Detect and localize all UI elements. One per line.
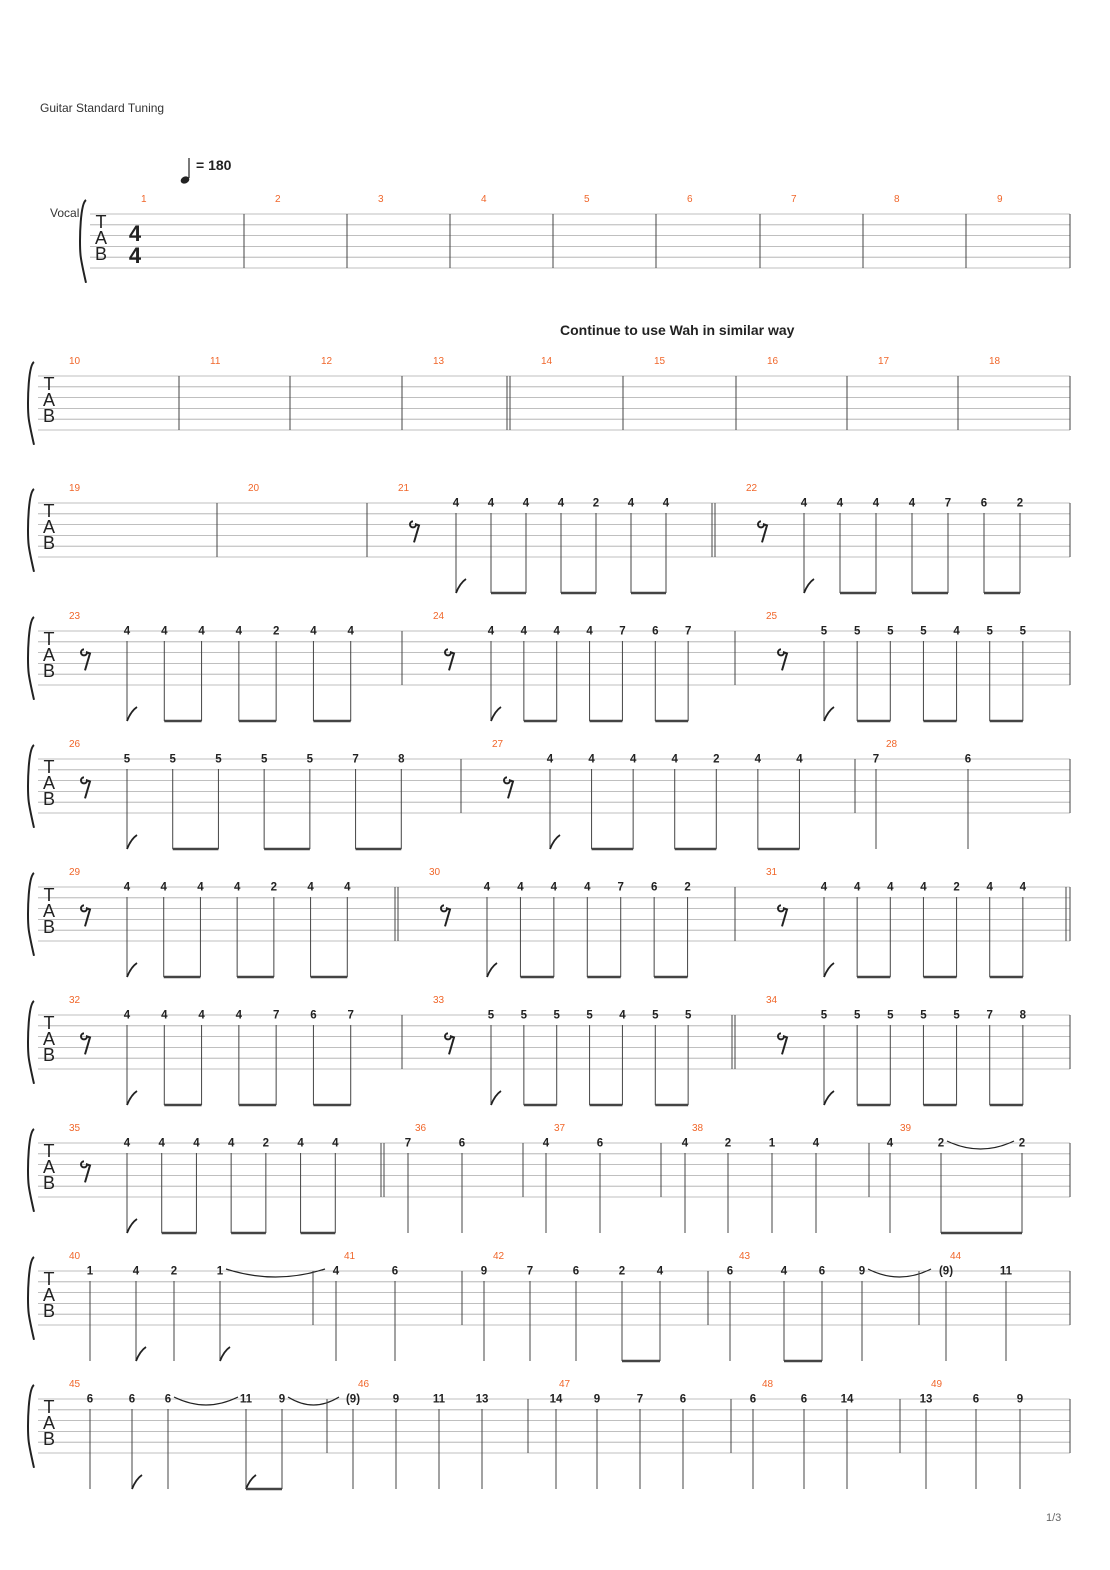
note-flag: [456, 579, 466, 593]
tab-clef-letter: T: [43, 501, 55, 521]
fret-number: 7: [944, 497, 952, 510]
fret-number: 9: [480, 1265, 488, 1278]
fret-number: 4: [227, 1137, 235, 1150]
fret-number: 5: [553, 1009, 560, 1022]
fret-number: 4: [986, 881, 993, 894]
tab-system: [28, 1379, 1070, 1489]
fret-number: 2: [1016, 497, 1024, 510]
tab-clef-letter: T: [43, 885, 55, 905]
measure-number: 3: [378, 194, 384, 205]
fret-number: 4: [1019, 881, 1027, 894]
fret-number: 1: [768, 1137, 776, 1150]
tab-clef-letter: T: [43, 1269, 55, 1289]
measure-number: 8: [894, 194, 900, 205]
fret-number: (9): [345, 1393, 361, 1406]
fret-number: 4: [198, 1009, 205, 1022]
note-flag: [804, 579, 814, 593]
measure-number: 23: [69, 611, 81, 622]
fret-number: 5: [953, 1009, 960, 1022]
tab-clef-letter: A: [42, 773, 56, 793]
tab-clef-letter: T: [43, 629, 55, 649]
measure-number: 5: [584, 194, 590, 205]
measure-number: 28: [886, 739, 898, 750]
fret-number: 4: [307, 881, 314, 894]
measure-number: 30: [429, 867, 441, 878]
tab-clef-letter: T: [43, 1013, 55, 1033]
system-brace: [28, 617, 34, 700]
fret-number: 14: [549, 1393, 563, 1406]
measure-number: 1: [141, 194, 147, 205]
tab-clef-letter: A: [42, 1157, 56, 1177]
fret-number: 4: [853, 881, 861, 894]
measure-number: 20: [248, 483, 260, 494]
measure-number: 49: [931, 1379, 943, 1390]
note-flag: [487, 963, 497, 977]
fret-number: 4: [557, 497, 565, 510]
fret-number: 4: [487, 625, 495, 638]
tab-clef-letter: B: [42, 1173, 56, 1193]
fret-number: 11: [239, 1393, 253, 1406]
fret-number: 4: [198, 625, 205, 638]
tab-clef-letter: B: [42, 1429, 56, 1449]
fret-number: 4: [920, 881, 927, 894]
fret-number: 4: [553, 625, 560, 638]
tab-clef-letter: A: [42, 1029, 56, 1049]
fret-number: 4: [487, 497, 495, 510]
measure-number: 42: [493, 1251, 505, 1262]
fret-number: 4: [344, 881, 351, 894]
measure-number: 9: [997, 194, 1003, 205]
fret-number: 5: [123, 753, 131, 766]
fret-number: 7: [404, 1137, 412, 1150]
fret-number: 4: [123, 625, 131, 638]
tab-system: [28, 1251, 1070, 1361]
fret-number: 4: [588, 753, 595, 766]
measure-number: 39: [900, 1123, 912, 1134]
fret-number: 4: [542, 1137, 550, 1150]
tab-system: [28, 356, 1070, 445]
fret-number: 4: [800, 497, 808, 510]
tab-clef-letter: A: [42, 645, 56, 665]
fret-number: 9: [593, 1393, 601, 1406]
fret-number: 6: [818, 1265, 826, 1278]
fret-number: 4: [586, 625, 593, 638]
note-flag: [491, 1091, 501, 1105]
fret-number: 6: [128, 1393, 136, 1406]
measure-number: 38: [692, 1123, 704, 1134]
measure-number: 46: [358, 1379, 370, 1390]
tie: [947, 1141, 1014, 1149]
tab-clef-letter: T: [43, 374, 55, 394]
tab-system: [28, 1123, 1070, 1233]
fret-number: 4: [671, 753, 678, 766]
system-brace: [28, 1257, 34, 1340]
note-flag: [127, 1219, 137, 1233]
fret-number: 4: [347, 625, 354, 638]
note-flag: [824, 963, 834, 977]
note-flag: [220, 1347, 230, 1361]
tab-clef-letter: A: [42, 390, 56, 410]
fret-number: 4: [836, 497, 844, 510]
text-direction: Continue to use Wah in similar way: [560, 322, 795, 338]
tie: [226, 1269, 325, 1277]
measure-number: 35: [69, 1123, 81, 1134]
system-brace: [28, 1001, 34, 1084]
system-brace: [28, 873, 34, 956]
fret-number: 5: [887, 625, 894, 638]
tab-clef-letter: T: [43, 1397, 55, 1417]
fret-number: 13: [475, 1393, 489, 1406]
fret-number: 2: [684, 881, 691, 894]
tab-clef-letter: T: [43, 1141, 55, 1161]
measure-number: 19: [69, 483, 81, 494]
tab-clef-letter: T: [43, 757, 55, 777]
fret-number: 4: [872, 497, 880, 510]
fret-number: 4: [522, 497, 530, 510]
fret-number: 4: [629, 753, 637, 766]
fret-number: 5: [487, 1009, 495, 1022]
system-brace: [28, 745, 34, 828]
measure-number: 17: [878, 356, 890, 367]
fret-number: 2: [724, 1137, 732, 1150]
fret-number: 4: [235, 1009, 243, 1022]
fret-number: 5: [820, 625, 828, 638]
measure-number: 48: [762, 1379, 774, 1390]
fret-number: 6: [964, 753, 972, 766]
tab-clef-letter: B: [42, 406, 56, 426]
fret-number: 7: [619, 625, 626, 638]
note-flag: [824, 1091, 834, 1105]
tab-system: [28, 611, 1070, 721]
tab-clef-letter: A: [42, 1285, 56, 1305]
instrument-name: Vocal: [50, 206, 80, 220]
measure-number: 33: [433, 995, 445, 1006]
fret-number: 7: [347, 1009, 354, 1022]
fret-number: 5: [306, 753, 314, 766]
fret-number: 5: [853, 1009, 861, 1022]
tempo-marking: = 180: [196, 157, 232, 173]
fret-number: 5: [652, 1009, 659, 1022]
measure-number: 40: [69, 1251, 81, 1262]
tab-system: [28, 739, 1070, 849]
system-brace: [28, 1129, 34, 1212]
measure-number: 47: [559, 1379, 571, 1390]
fret-number: 4: [619, 1009, 626, 1022]
fret-number: 5: [520, 1009, 528, 1022]
measure-number: 25: [766, 611, 778, 622]
fret-number: 4: [550, 881, 558, 894]
measure-number: 44: [950, 1251, 962, 1262]
tab-clef-letter: A: [42, 1413, 56, 1433]
system-brace: [28, 1385, 34, 1468]
fret-number: 14: [840, 1393, 854, 1406]
tie: [868, 1269, 931, 1277]
fret-number: 4: [123, 1137, 131, 1150]
fret-number: 1: [216, 1265, 224, 1278]
tab-clef-letter: B: [42, 917, 56, 937]
fret-number: 4: [546, 753, 554, 766]
note-flag: [127, 707, 137, 721]
fret-number: 5: [853, 625, 861, 638]
fret-number: 4: [332, 1265, 340, 1278]
fret-number: 7: [617, 881, 624, 894]
fret-number: 4: [310, 625, 317, 638]
fret-number: 7: [636, 1393, 644, 1406]
measure-number: 21: [398, 483, 410, 494]
measure-number: 11: [210, 356, 221, 367]
measure-number: 12: [321, 356, 333, 367]
tab-system: [28, 867, 1070, 977]
tab-system: [28, 483, 1070, 593]
fret-number: 7: [352, 753, 359, 766]
tie: [288, 1397, 339, 1405]
system-brace: [28, 489, 34, 572]
fret-number: 4: [517, 881, 524, 894]
note-flag: [127, 963, 137, 977]
fret-number: 4: [123, 1009, 131, 1022]
fret-number: 5: [887, 1009, 894, 1022]
fret-number: 2: [937, 1137, 945, 1150]
fret-number: 5: [920, 625, 927, 638]
fret-number: 4: [158, 1137, 165, 1150]
system-brace: [28, 362, 34, 445]
fret-number: 4: [123, 881, 131, 894]
fret-number: 6: [749, 1393, 757, 1406]
fret-number: 4: [233, 881, 241, 894]
fret-number: 4: [520, 625, 528, 638]
fret-number: 7: [986, 1009, 993, 1022]
tab-clef-letter: T: [95, 212, 107, 232]
fret-number: 5: [920, 1009, 927, 1022]
note-flag: [824, 707, 834, 721]
fret-number: 4: [132, 1265, 140, 1278]
fret-number: 4: [780, 1265, 788, 1278]
fret-number: 7: [526, 1265, 534, 1278]
fret-number: 4: [483, 881, 491, 894]
fret-number: 4: [297, 1137, 304, 1150]
fret-number: 1: [86, 1265, 94, 1278]
fret-number: 4: [681, 1137, 689, 1150]
fret-number: 5: [986, 625, 993, 638]
tab-clef-letter: A: [42, 901, 56, 921]
time-signature-top: 4: [128, 221, 142, 246]
tab-clef-letter: A: [42, 517, 56, 537]
measure-number: 22: [746, 483, 758, 494]
fret-number: 4: [332, 1137, 339, 1150]
tab-clef-letter: B: [42, 1045, 56, 1065]
fret-number: 8: [398, 753, 405, 766]
measure-number: 32: [69, 995, 81, 1006]
fret-number: 7: [272, 1009, 280, 1022]
note-flag: [550, 835, 560, 849]
fret-number: 4: [953, 625, 960, 638]
measure-number: 34: [766, 995, 778, 1006]
fret-number: 4: [452, 497, 460, 510]
fret-number: 6: [650, 881, 658, 894]
tab-system: [80, 194, 1070, 283]
fret-number: 6: [86, 1393, 94, 1406]
fret-number: 4: [886, 1137, 894, 1150]
fret-number: 5: [684, 1009, 692, 1022]
time-signature-bottom: 4: [128, 243, 142, 268]
tuning-label: Guitar Standard Tuning: [40, 101, 165, 115]
fret-number: 4: [235, 625, 243, 638]
fret-number: 2: [272, 625, 280, 638]
note-flag: [491, 707, 501, 721]
fret-number: 4: [662, 497, 670, 510]
fret-number: 4: [887, 881, 894, 894]
tab-clef-letter: B: [42, 1301, 56, 1321]
fret-number: 4: [754, 753, 762, 766]
fret-number: 9: [392, 1393, 400, 1406]
fret-number: 4: [627, 497, 635, 510]
measure-number: 27: [492, 739, 504, 750]
measure-number: 36: [415, 1123, 427, 1134]
fret-number: 4: [161, 625, 168, 638]
page-number: 1/3: [1046, 1512, 1062, 1524]
fret-number: 6: [458, 1137, 466, 1150]
fret-number: 9: [1016, 1393, 1024, 1406]
tab-clef-letter: B: [42, 789, 56, 809]
fret-number: 5: [820, 1009, 828, 1022]
fret-number: 7: [684, 625, 692, 638]
fret-number: 4: [820, 881, 828, 894]
measure-number: 31: [766, 867, 778, 878]
fret-number: 2: [618, 1265, 626, 1278]
fret-number: 4: [796, 753, 803, 766]
measure-number: 2: [275, 194, 281, 205]
fret-number: 5: [260, 753, 268, 766]
measure-number: 45: [69, 1379, 81, 1390]
measure-number: 6: [687, 194, 693, 205]
fret-number: 6: [572, 1265, 580, 1278]
fret-number: 7: [872, 753, 880, 766]
fret-number: 9: [858, 1265, 866, 1278]
fret-number: 6: [726, 1265, 734, 1278]
fret-number: 6: [391, 1265, 399, 1278]
system-brace: [80, 200, 86, 283]
tab-clef-letter: B: [94, 244, 108, 264]
measure-number: 26: [69, 739, 81, 750]
fret-number: 6: [596, 1137, 604, 1150]
fret-number: 2: [953, 881, 960, 894]
fret-number: 4: [197, 881, 204, 894]
tab-clef-letter: B: [42, 661, 56, 681]
fret-number: 6: [310, 1009, 317, 1022]
fret-number: 6: [164, 1393, 172, 1406]
fret-number: 4: [161, 1009, 168, 1022]
measure-number: 29: [69, 867, 81, 878]
tab-clef-letter: A: [94, 228, 108, 248]
measure-number: 13: [433, 356, 445, 367]
fret-number: 5: [169, 753, 176, 766]
measure-number: 37: [554, 1123, 566, 1134]
tie: [174, 1397, 238, 1405]
measure-number: 18: [989, 356, 1001, 367]
fret-number: 2: [270, 881, 278, 894]
fret-number: 4: [656, 1265, 664, 1278]
fret-number: 6: [652, 625, 659, 638]
fret-number: 13: [919, 1393, 933, 1406]
fret-number: 5: [215, 753, 222, 766]
fret-number: 9: [278, 1393, 286, 1406]
fret-number: 11: [432, 1393, 446, 1406]
tab-system: [28, 995, 1070, 1105]
fret-number: 2: [170, 1265, 178, 1278]
fret-number: 2: [713, 753, 720, 766]
fret-number: 4: [160, 881, 167, 894]
measure-number: 10: [69, 356, 81, 367]
tab-clef-letter: B: [42, 533, 56, 553]
measure-number: 4: [481, 194, 487, 205]
note-flag: [127, 1091, 137, 1105]
note-flag: [136, 1347, 146, 1361]
fret-number: 4: [812, 1137, 820, 1150]
fret-number: 6: [972, 1393, 980, 1406]
measure-number: 16: [767, 356, 779, 367]
fret-number: 4: [584, 881, 591, 894]
note-flag: [132, 1475, 142, 1489]
fret-number: 6: [800, 1393, 808, 1406]
fret-number: 2: [1018, 1137, 1026, 1150]
fret-number: 4: [193, 1137, 200, 1150]
fret-number: 4: [908, 497, 916, 510]
fret-number: 2: [592, 497, 600, 510]
fret-number: 2: [262, 1137, 270, 1150]
fret-number: (9): [938, 1265, 954, 1278]
measure-number: 14: [541, 356, 553, 367]
note-flag: [127, 835, 137, 849]
measure-number: 7: [791, 194, 797, 205]
measure-number: 15: [654, 356, 666, 367]
fret-number: 11: [999, 1265, 1013, 1278]
fret-number: 6: [679, 1393, 687, 1406]
note-flag: [246, 1475, 256, 1489]
measure-number: 24: [433, 611, 445, 622]
measure-number: 41: [344, 1251, 356, 1262]
fret-number: 5: [586, 1009, 593, 1022]
fret-number: 6: [980, 497, 988, 510]
fret-number: 5: [1019, 625, 1027, 638]
fret-number: 8: [1019, 1009, 1027, 1022]
measure-number: 43: [739, 1251, 751, 1262]
